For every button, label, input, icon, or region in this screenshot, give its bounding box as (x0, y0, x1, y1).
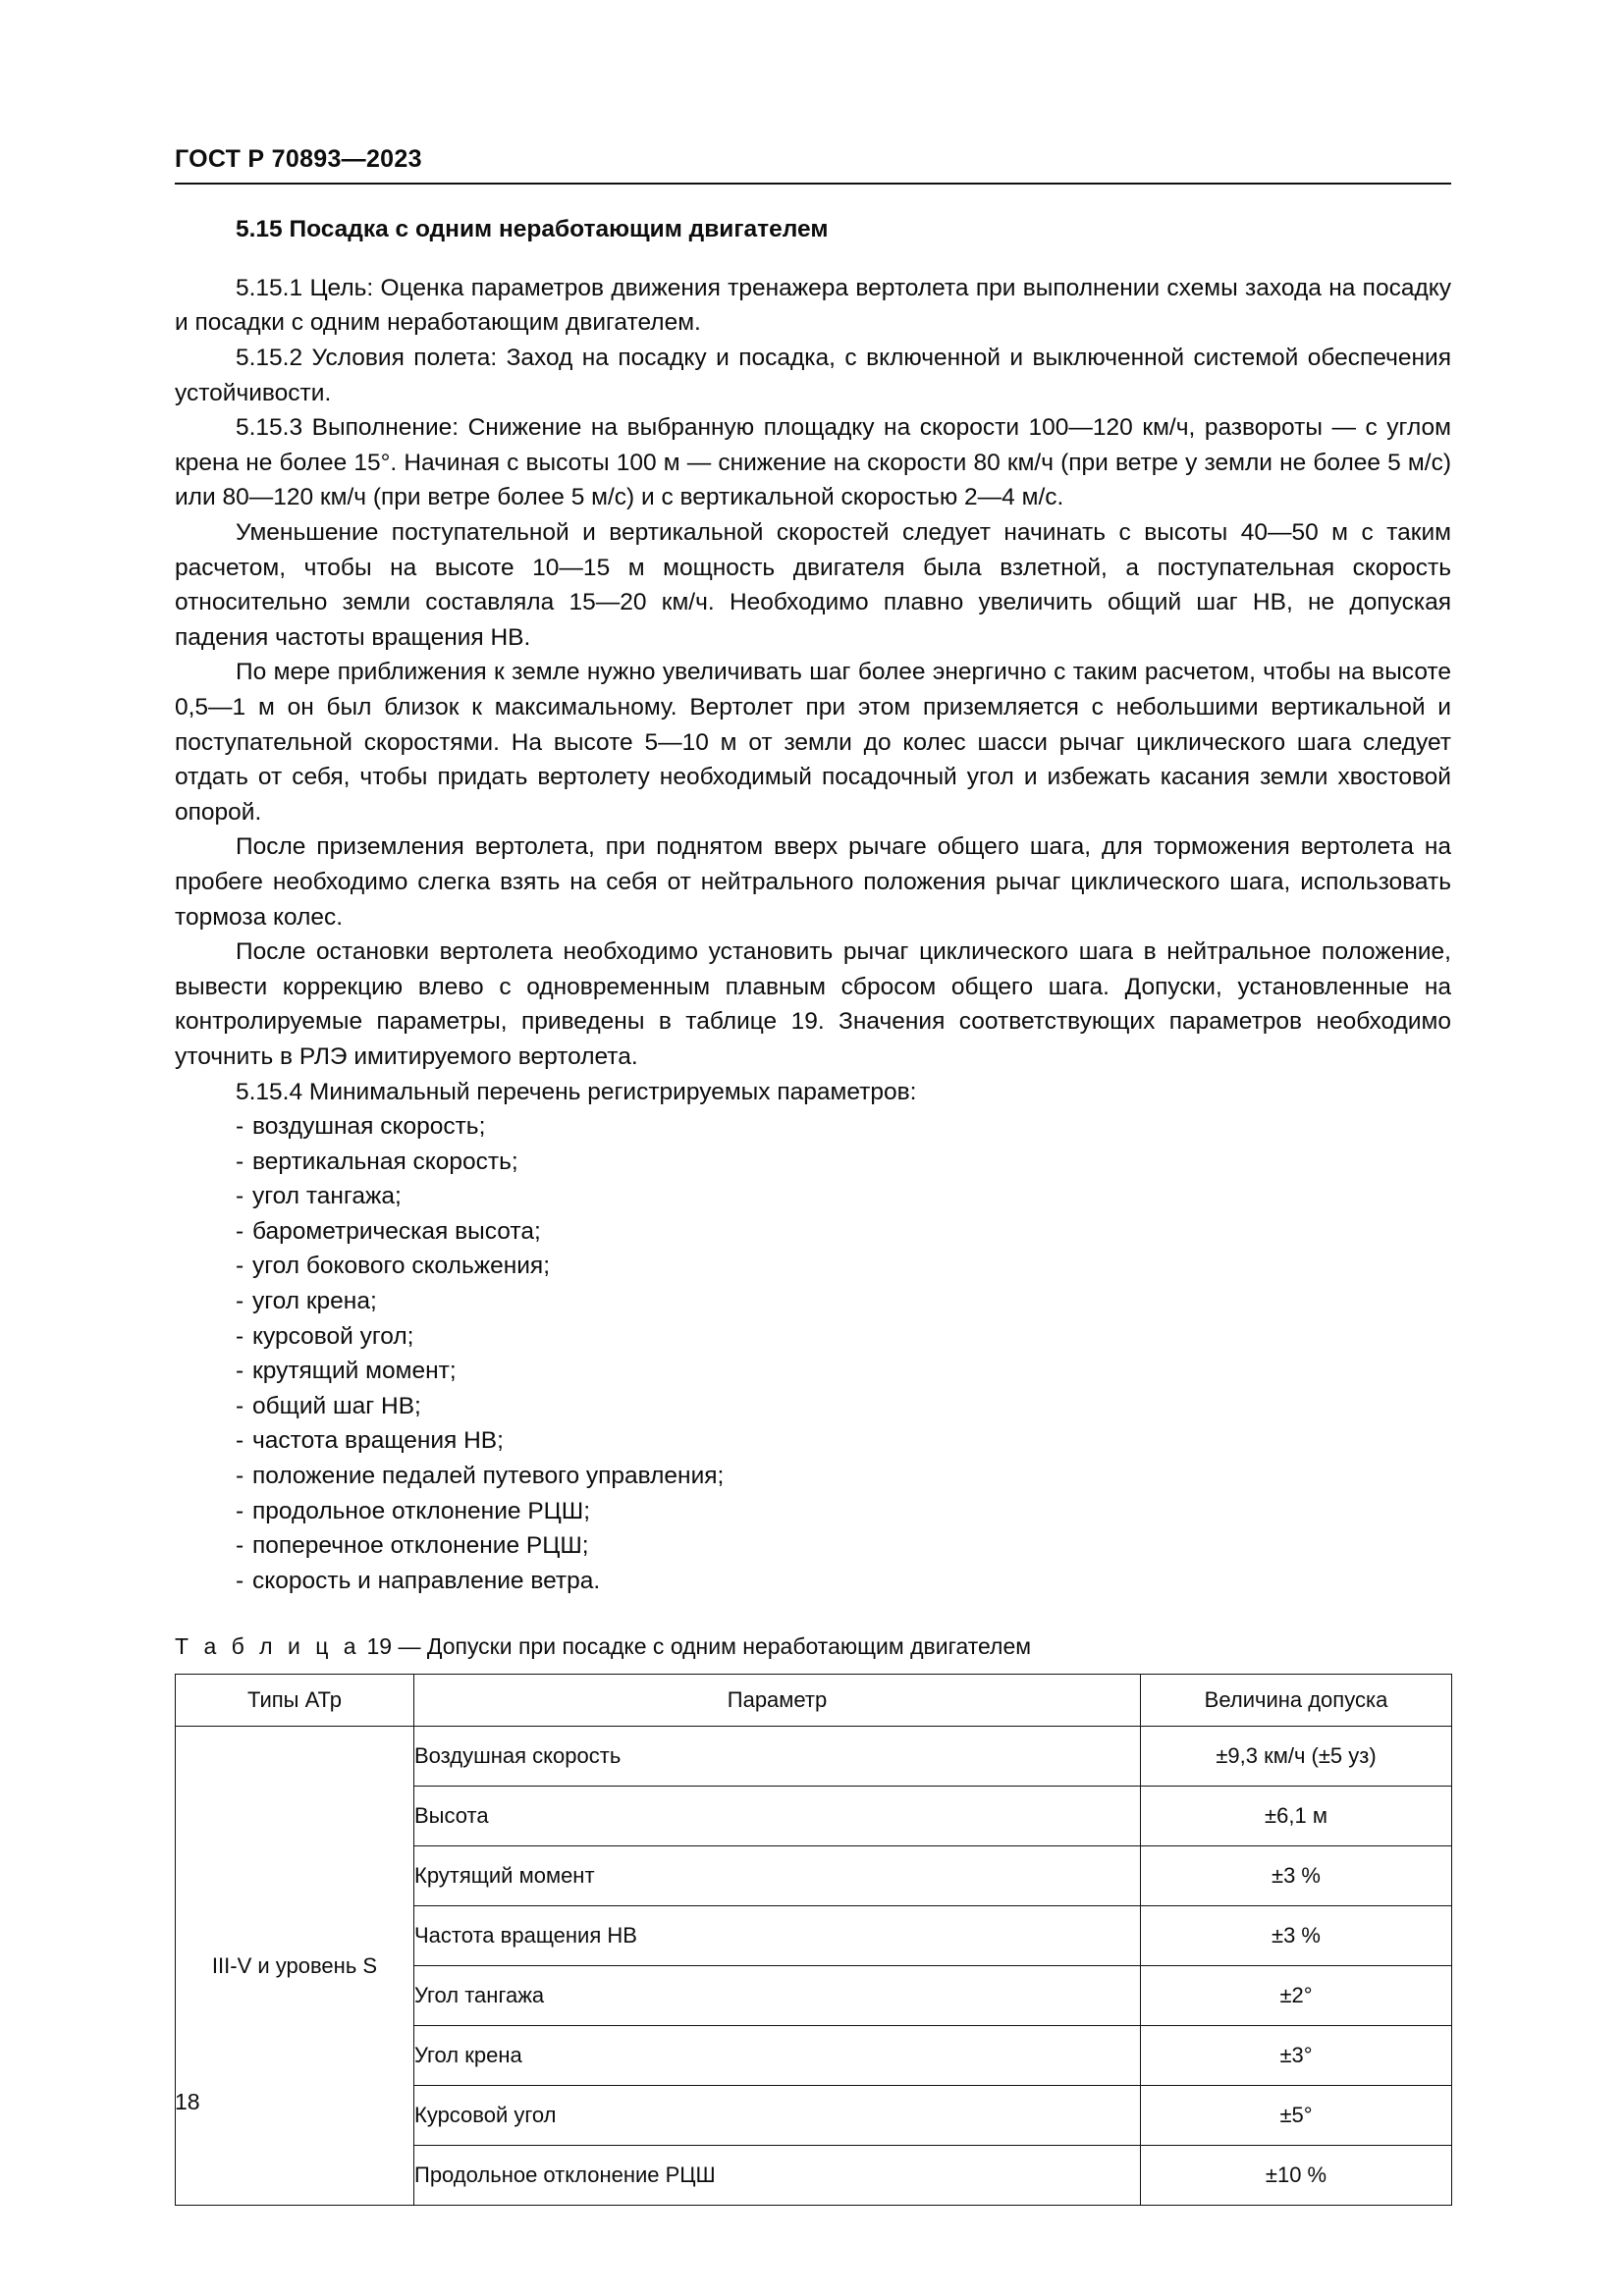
cell-tolerance: ±3 % (1141, 1846, 1452, 1906)
table-caption-text: — Допуски при посадке с одним неработающим двигателем (398, 1633, 1032, 1660)
cell-tolerance: ±9,3 км/ч (±5 уз) (1141, 1727, 1452, 1787)
list-item (175, 1109, 1451, 1145)
list-item (175, 1179, 1451, 1214)
paragraph-ground-approach: По мере приближения к земле нужно увеличивать шаг более энергично с таким расчетом, чтобы на высоте 0,5—1 м он был близок к максимальному. Вертолет при этом приземляется с небольшими вертикальной и поступательной скоростями. На высоте 5—10 м от земли до колес шасси рычаг циклического шага следует отдать от себя, чтобы придать вертолету необходимый посадочный угол и избежать касания земли хвостовой опорой. (175, 659, 1451, 826)
cell-parameter: Высота (414, 1787, 1141, 1846)
cell-tolerance: ±3° (1141, 2026, 1452, 2086)
list-item (175, 1249, 1451, 1284)
list-item (175, 1319, 1451, 1355)
list-item-label: вертикальная скорость; (252, 1148, 518, 1175)
list-dash: - (236, 1427, 244, 1455)
list-item-label: угол тангажа; (252, 1183, 402, 1210)
list-dash: - (236, 1322, 244, 1350)
cell-parameter: Курсовой угол (414, 2086, 1141, 2146)
list-item (175, 1354, 1451, 1389)
cell-parameter: Продольное отклонение РЦШ (414, 2146, 1141, 2206)
paragraph-5-15-3: 5.15.3 Выполнение: Снижение на выбранную площадку на скорости 100—120 км/ч, развороты — с углом крена не более 15°. Начиная с высоты 100 м — снижение на скорости 80 км/ч (при ветре у земли не более 5 м/с) или 80—120 км/ч (при ветре более 5 м/с) и с вертикальной скоростью 2—4 м/с. (175, 414, 1451, 511)
list-dash: - (236, 1148, 244, 1175)
table-caption (175, 1633, 1451, 1660)
cell-tolerance: ±5° (1141, 2086, 1452, 2146)
column-header-parameter: Параметр (414, 1675, 1141, 1727)
list-item-label: продольное отклонение РЦШ; (252, 1497, 591, 1524)
column-header-tolerance: Величина допуска (1141, 1675, 1452, 1727)
list-item-label: курсовой угол; (252, 1322, 414, 1350)
list-dash: - (236, 1532, 244, 1560)
list-dash: - (236, 1288, 244, 1315)
section-heading: 5.15 Посадка с одним неработающим двигателем (236, 216, 829, 242)
list-dash: - (236, 1567, 244, 1594)
paragraph-5-15-4: 5.15.4 Минимальный перечень регистрируемых параметров: (236, 1078, 917, 1105)
list-dash: - (236, 1497, 244, 1524)
list-item (175, 1284, 1451, 1319)
cell-parameter: Частота вращения НВ (414, 1906, 1141, 1966)
table-caption-number: 19 (366, 1633, 393, 1660)
list-item-label: общий шаг НВ; (252, 1392, 421, 1419)
cell-parameter: Угол тангажа (414, 1966, 1141, 2026)
list-item-label: крутящий момент; (252, 1358, 457, 1385)
cell-parameter: Угол крена (414, 2026, 1141, 2086)
cell-tolerance: ±6,1 м (1141, 1787, 1452, 1846)
table-header-row (176, 1675, 1452, 1727)
paragraph-5-15-1: 5.15.1 Цель: Оценка параметров движения тренажера вертолета при выполнении схемы захода на посадку и посадки с одним неработающим двигателем. (175, 274, 1451, 337)
list-dash: - (236, 1253, 244, 1280)
list-item (175, 1564, 1451, 1599)
list-item (175, 1494, 1451, 1529)
list-dash: - (236, 1113, 244, 1141)
paragraph-after-touchdown: После приземления вертолета, при поднятом вверх рычаге общего шага, для торможения вертолета на пробеге необходимо слегка взять на себя от нейтрального положения рычаг циклического шага, использовать тормоза колес. (175, 833, 1451, 931)
cell-tolerance: ±10 % (1141, 2146, 1452, 2206)
list-item (175, 1145, 1451, 1180)
cell-parameter: Воздушная скорость (414, 1727, 1141, 1787)
list-item-label: поперечное отклонение РЦШ; (252, 1532, 589, 1560)
cell-tolerance: ±2° (1141, 1966, 1452, 2026)
cell-tolerance: ±3 % (1141, 1906, 1452, 1966)
list-dash: - (236, 1183, 244, 1210)
list-item-label: барометрическая высота; (252, 1217, 541, 1245)
list-item (175, 1423, 1451, 1459)
list-item (175, 1214, 1451, 1250)
recorded-parameters-list (175, 1109, 1451, 1598)
paragraph-5-15-2: 5.15.2 Условия полета: Заход на посадку и посадка, с включенной и выключенной системой обеспечения устойчивости. (175, 345, 1451, 406)
list-item-label: скорость и направление ветра. (252, 1567, 601, 1594)
list-item-label: угол бокового скольжения; (252, 1253, 551, 1280)
cell-parameter: Крутящий момент (414, 1846, 1141, 1906)
list-item-label: угол крена; (252, 1288, 377, 1315)
list-item (175, 1389, 1451, 1424)
page-body (175, 214, 1451, 2206)
list-item (175, 1459, 1451, 1494)
paragraph-after-stop: После остановки вертолета необходимо установить рычаг циклического шага в нейтральное положение, вывести коррекцию влево с одновременным плавным сбросом общего шага. Допуски, установленные на контролируемые параметры, приведены в таблице 19. Значения соответствующих параметров необходимо уточнить в РЛЭ имитируемого вертолета. (175, 938, 1451, 1070)
list-dash: - (236, 1217, 244, 1245)
table-row (176, 1727, 1452, 1787)
paragraph-speed-reduction: Уменьшение поступательной и вертикальной скоростей следует начинать с высоты 40—50 м с таким расчетом, чтобы на высоте 10—15 м мощность двигателя была взлетной, а поступательная скорость относительно земли составляла 15—20 км/ч. Необходимо плавно увеличить общий шаг НВ, не допуская падения частоты вращения НВ. (175, 519, 1451, 651)
cell-simulator-type: III-V и уровень S (176, 1727, 414, 2206)
list-dash: - (236, 1463, 244, 1490)
table-caption-label: Т а б л и ц а (175, 1633, 361, 1660)
list-item (175, 1528, 1451, 1564)
page-number: 18 (175, 2089, 200, 2114)
list-item-label: частота вращения НВ; (252, 1427, 504, 1455)
list-dash: - (236, 1358, 244, 1385)
list-item-label: воздушная скорость; (252, 1113, 486, 1141)
column-header-type: Типы АТр (176, 1675, 414, 1727)
tolerance-table (175, 1674, 1452, 2206)
header-divider (175, 183, 1451, 185)
document-header-standard-id: ГОСТ Р 70893—2023 (175, 145, 422, 173)
list-item-label: положение педалей путевого управления; (252, 1463, 725, 1490)
list-dash: - (236, 1392, 244, 1419)
